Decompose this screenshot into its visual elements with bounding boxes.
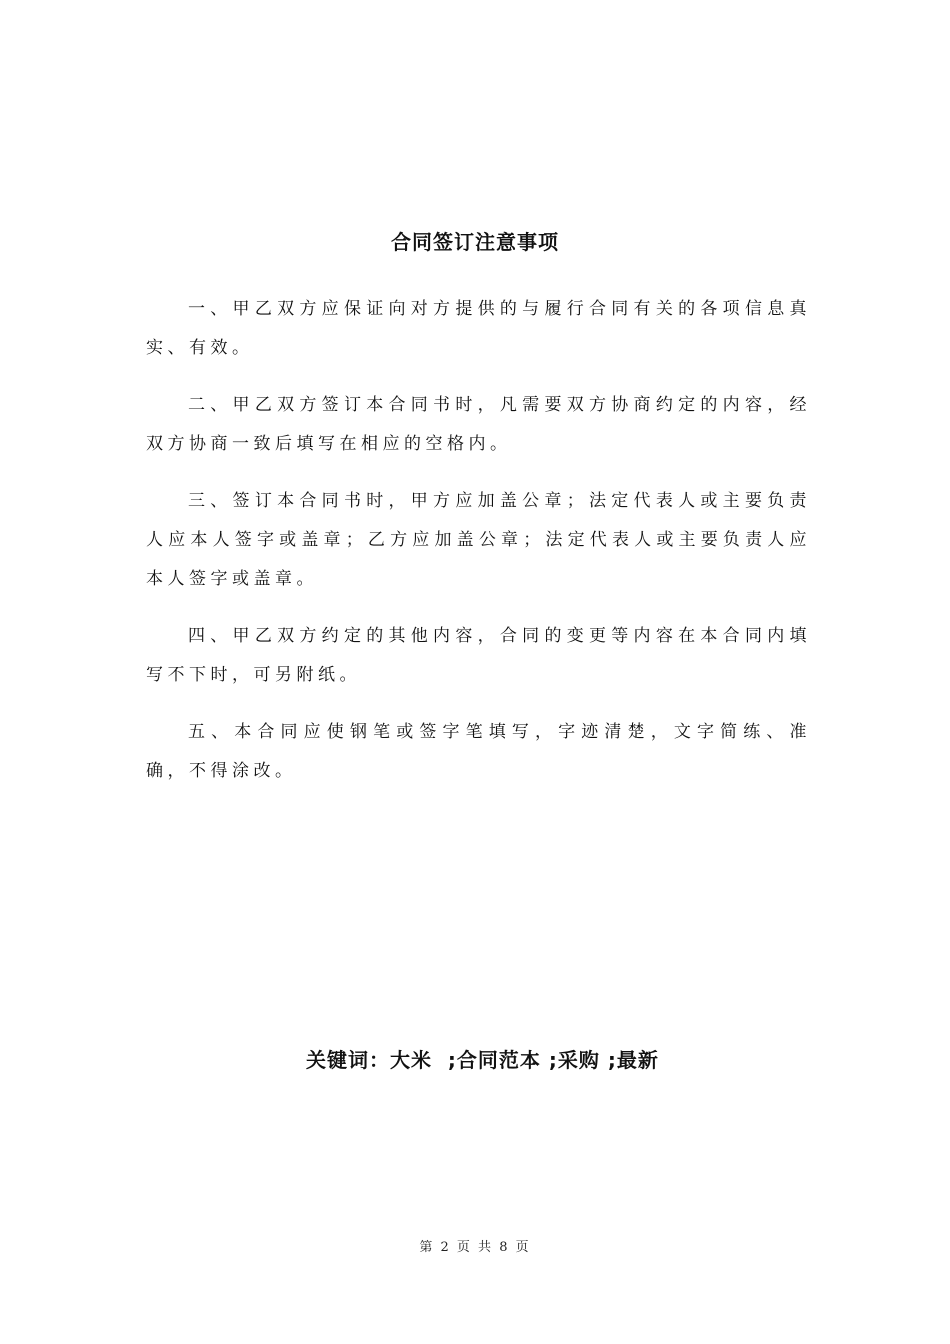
page-title: 合同签订注意事项 xyxy=(391,230,559,254)
paragraph-2: 二、甲乙双方签订本合同书时，凡需要双方协商约定的内容，经双方协商一致后填写在相应的空格内。 xyxy=(146,395,811,454)
keywords-line: 关键词：大米 ;合同范本 ;采购 ;最新 xyxy=(306,1048,659,1072)
paragraph-3: 三、签订本合同书时，甲方应加盖公章；法定代表人或主要负责人应本人签字或盖章；乙方应加盖公章；法定代表人或主要负责人应本人签字或盖章。 xyxy=(146,491,811,589)
paragraph-4: 四、甲乙双方约定的其他内容，合同的变更等内容在本合同内填写不下时，可另附纸。 xyxy=(146,626,811,685)
document-body xyxy=(146,290,811,809)
paragraph-5: 五、本合同应使钢笔或签字笔填写，字迹清楚，文字简练、准确，不得涂改。 xyxy=(146,722,811,781)
paragraph-1: 一、甲乙双方应保证向对方提供的与履行合同有关的各项信息真实、有效。 xyxy=(146,299,811,358)
page-footer: 第 2 页 共 8 页 xyxy=(419,1240,531,1255)
